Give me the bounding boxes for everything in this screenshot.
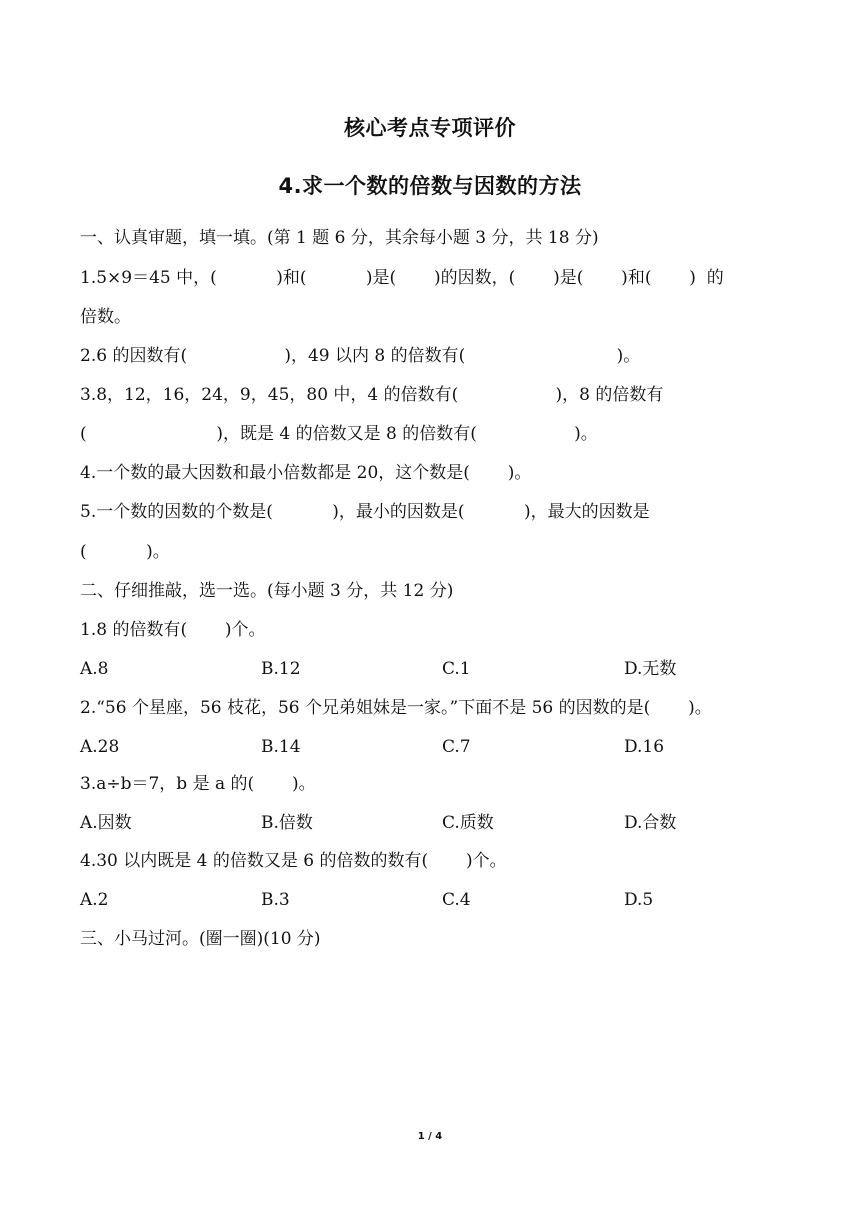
option-a: A.因数: [80, 813, 132, 833]
section3-heading: 三、小马过河。(圈一圈)(10 分): [80, 929, 321, 949]
question-5-line1: 5.一个数的因数的个数是( )，最小的因数是( )，最大的因数是: [80, 502, 650, 522]
question-1-line2: 倍数。: [80, 307, 131, 327]
option-c: C.质数: [442, 813, 494, 833]
question-5-line2: ( )。: [80, 542, 170, 562]
choice-question-3-stem: 3.a÷b＝7，b 是 a 的( )。: [80, 774, 316, 794]
option-a: A.2: [80, 890, 109, 910]
section2-heading: 二、仔细推敲，选一选。(每小题 3 分，共 12 分): [80, 581, 454, 601]
option-d: D.合数: [624, 813, 677, 833]
question-3-line1: 3.8，12，16，24，9，45，80 中，4 的倍数有( )，8 的倍数有: [80, 385, 664, 405]
option-b: B.3: [261, 890, 290, 910]
question-1-line1: 1.5×9＝45 中，( )和( )是( )的因数，( )是( )和( ) 的: [80, 268, 724, 288]
question-3-line2: ( )，既是 4 的倍数又是 8 的倍数有( )。: [80, 424, 598, 444]
option-d: D.5: [624, 890, 654, 910]
option-c: C.7: [442, 737, 471, 757]
option-b: B.倍数: [261, 813, 313, 833]
option-d: D.无数: [624, 659, 677, 679]
option-b: B.12: [261, 659, 301, 679]
choice-question-4-stem: 4.30 以内既是 4 的倍数又是 6 的倍数的数有( )个。: [80, 851, 507, 871]
page-number: 1 / 4: [417, 1131, 443, 1142]
question-2: 2.6 的因数有( )，49 以内 8 的倍数有( )。: [80, 346, 641, 366]
page-title: 核心考点专项评价: [344, 116, 516, 140]
choice-question-2-stem: 2.“56 个星座，56 枝花，56 个兄弟姐妹是一家。”下面不是 56 的因数的是( )。: [80, 698, 712, 718]
option-a: A.8: [80, 659, 109, 679]
choice-question-1-stem: 1.8 的倍数有( )个。: [80, 620, 266, 640]
option-b: B.14: [261, 737, 301, 757]
option-d: D.16: [624, 737, 665, 757]
page-subtitle: 4.求一个数的倍数与因数的方法: [278, 174, 582, 198]
option-c: C.4: [442, 890, 471, 910]
option-c: C.1: [442, 659, 471, 679]
option-a: A.28: [80, 737, 120, 757]
question-4: 4.一个数的最大因数和最小倍数都是 20，这个数是( )。: [80, 463, 532, 483]
section1-heading: 一、认真审题，填一填。(第 1 题 6 分，其余每小题 3 分，共 18 分): [80, 228, 599, 248]
